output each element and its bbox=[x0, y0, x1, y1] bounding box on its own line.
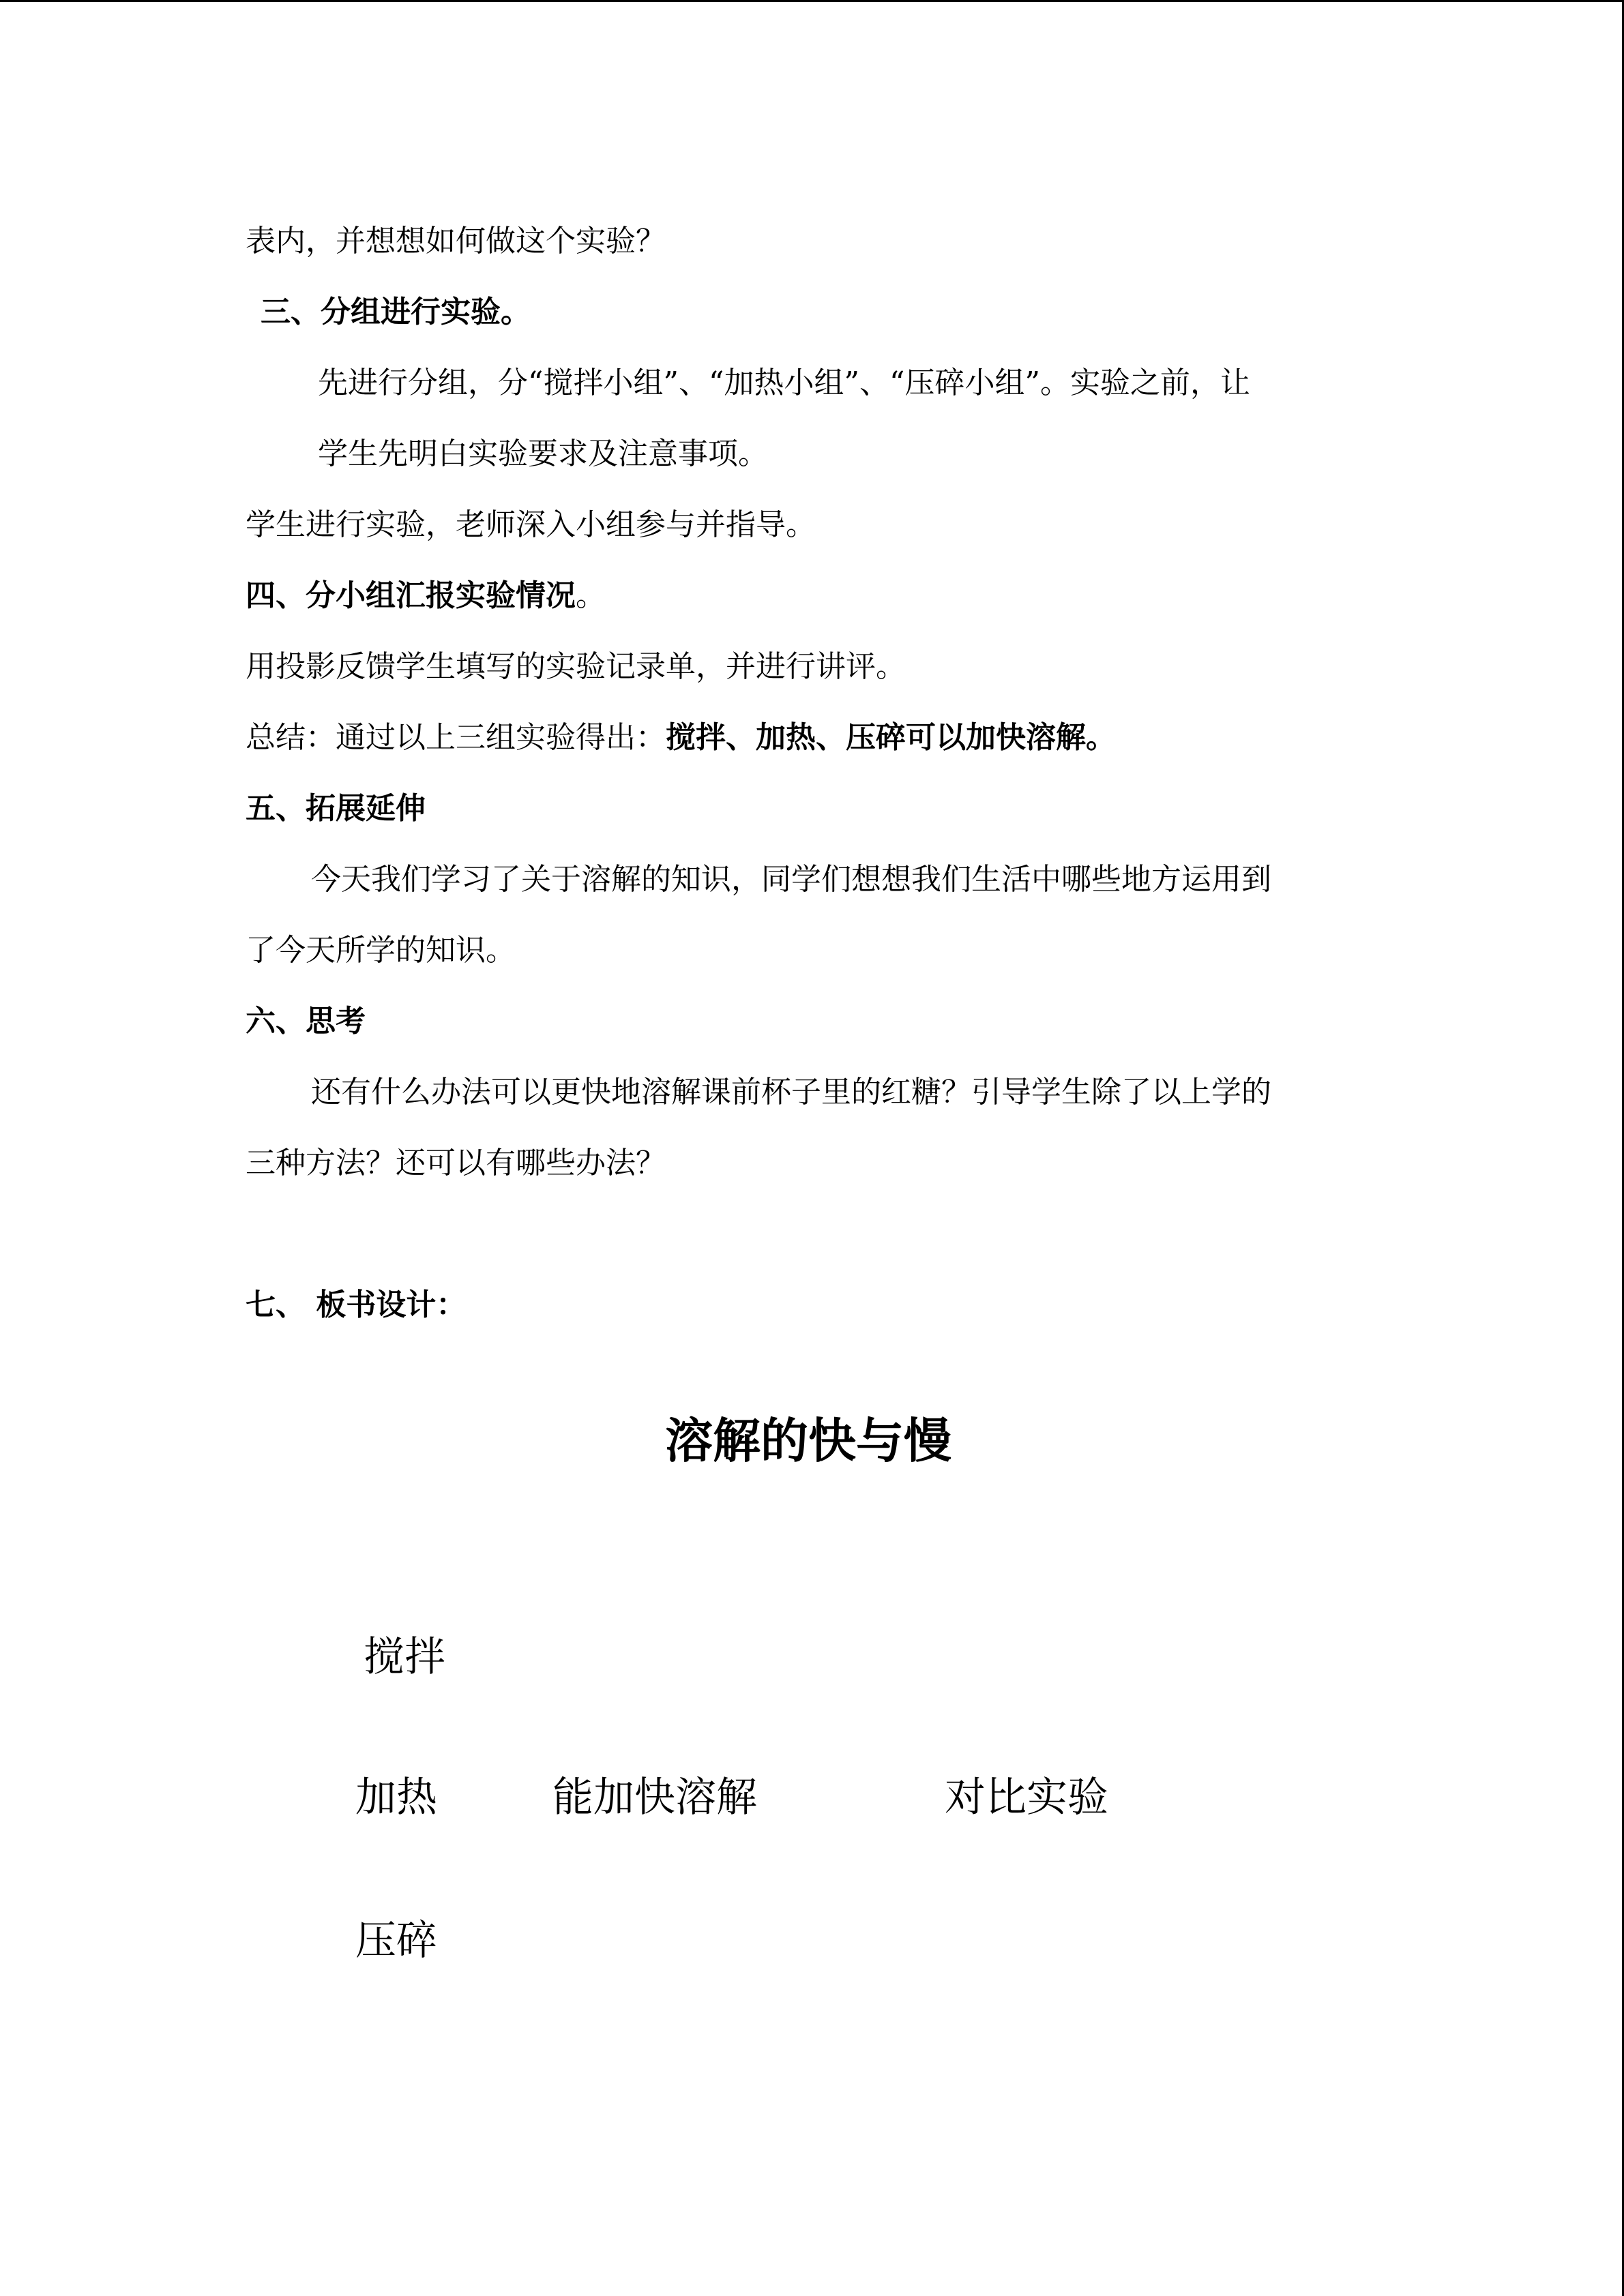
summary-line bbox=[246, 717, 1116, 758]
board-method-stir: 搅拌 bbox=[364, 1633, 445, 1681]
section-heading-6: 六、思考 bbox=[246, 1004, 366, 1039]
board-result: 能加快溶解 bbox=[552, 1774, 757, 1821]
section-heading-4-text: 四、分小组汇报实验情况 bbox=[246, 578, 576, 613]
board-method-crush: 压碎 bbox=[355, 1917, 437, 1965]
paragraph-line: 表内，并想想如何做这个实验？ bbox=[246, 224, 666, 258]
summary-label: 总结：通过以上三组实验得出： bbox=[246, 720, 666, 755]
board-method-heat: 加热 bbox=[355, 1774, 437, 1821]
paragraph-line: 用投影反馈学生填写的实验记录单，并进行讲评。 bbox=[246, 649, 906, 684]
paragraph-line: 了今天所学的知识。 bbox=[246, 933, 516, 968]
paragraph-line: 先进行分组，分“搅拌小组”、“加热小组”、“压碎小组”。实验之前，让 bbox=[318, 366, 1250, 400]
board-title: 溶解的快与慢 bbox=[665, 1413, 951, 1469]
paragraph-line: 还有什么办法可以更快地溶解课前杯子里的红糖？引导学生除了以上学的 bbox=[311, 1075, 1271, 1109]
paragraph-line: 三种方法？还可以有哪些办法？ bbox=[246, 1146, 666, 1180]
paragraph-line: 学生先明白实验要求及注意事项。 bbox=[318, 436, 768, 471]
section-heading-3: 三、分组进行实验。 bbox=[261, 295, 531, 329]
section-heading-7: 七、 板书设计： bbox=[246, 1287, 467, 1322]
section-heading-5: 五、拓展延伸 bbox=[246, 791, 426, 826]
summary-conclusion: 搅拌、加热、压碎可以加快溶解。 bbox=[666, 720, 1116, 755]
paragraph-line: 今天我们学习了关于溶解的知识，同学们想想我们生活中哪些地方运用到 bbox=[311, 862, 1271, 897]
page-top-border bbox=[0, 0, 1624, 2]
section-heading-4-punct: 。 bbox=[576, 578, 606, 613]
board-note: 对比实验 bbox=[945, 1774, 1108, 1821]
paragraph-line: 学生进行实验，老师深入小组参与并指导。 bbox=[246, 507, 816, 542]
section-heading-4 bbox=[246, 576, 606, 616]
